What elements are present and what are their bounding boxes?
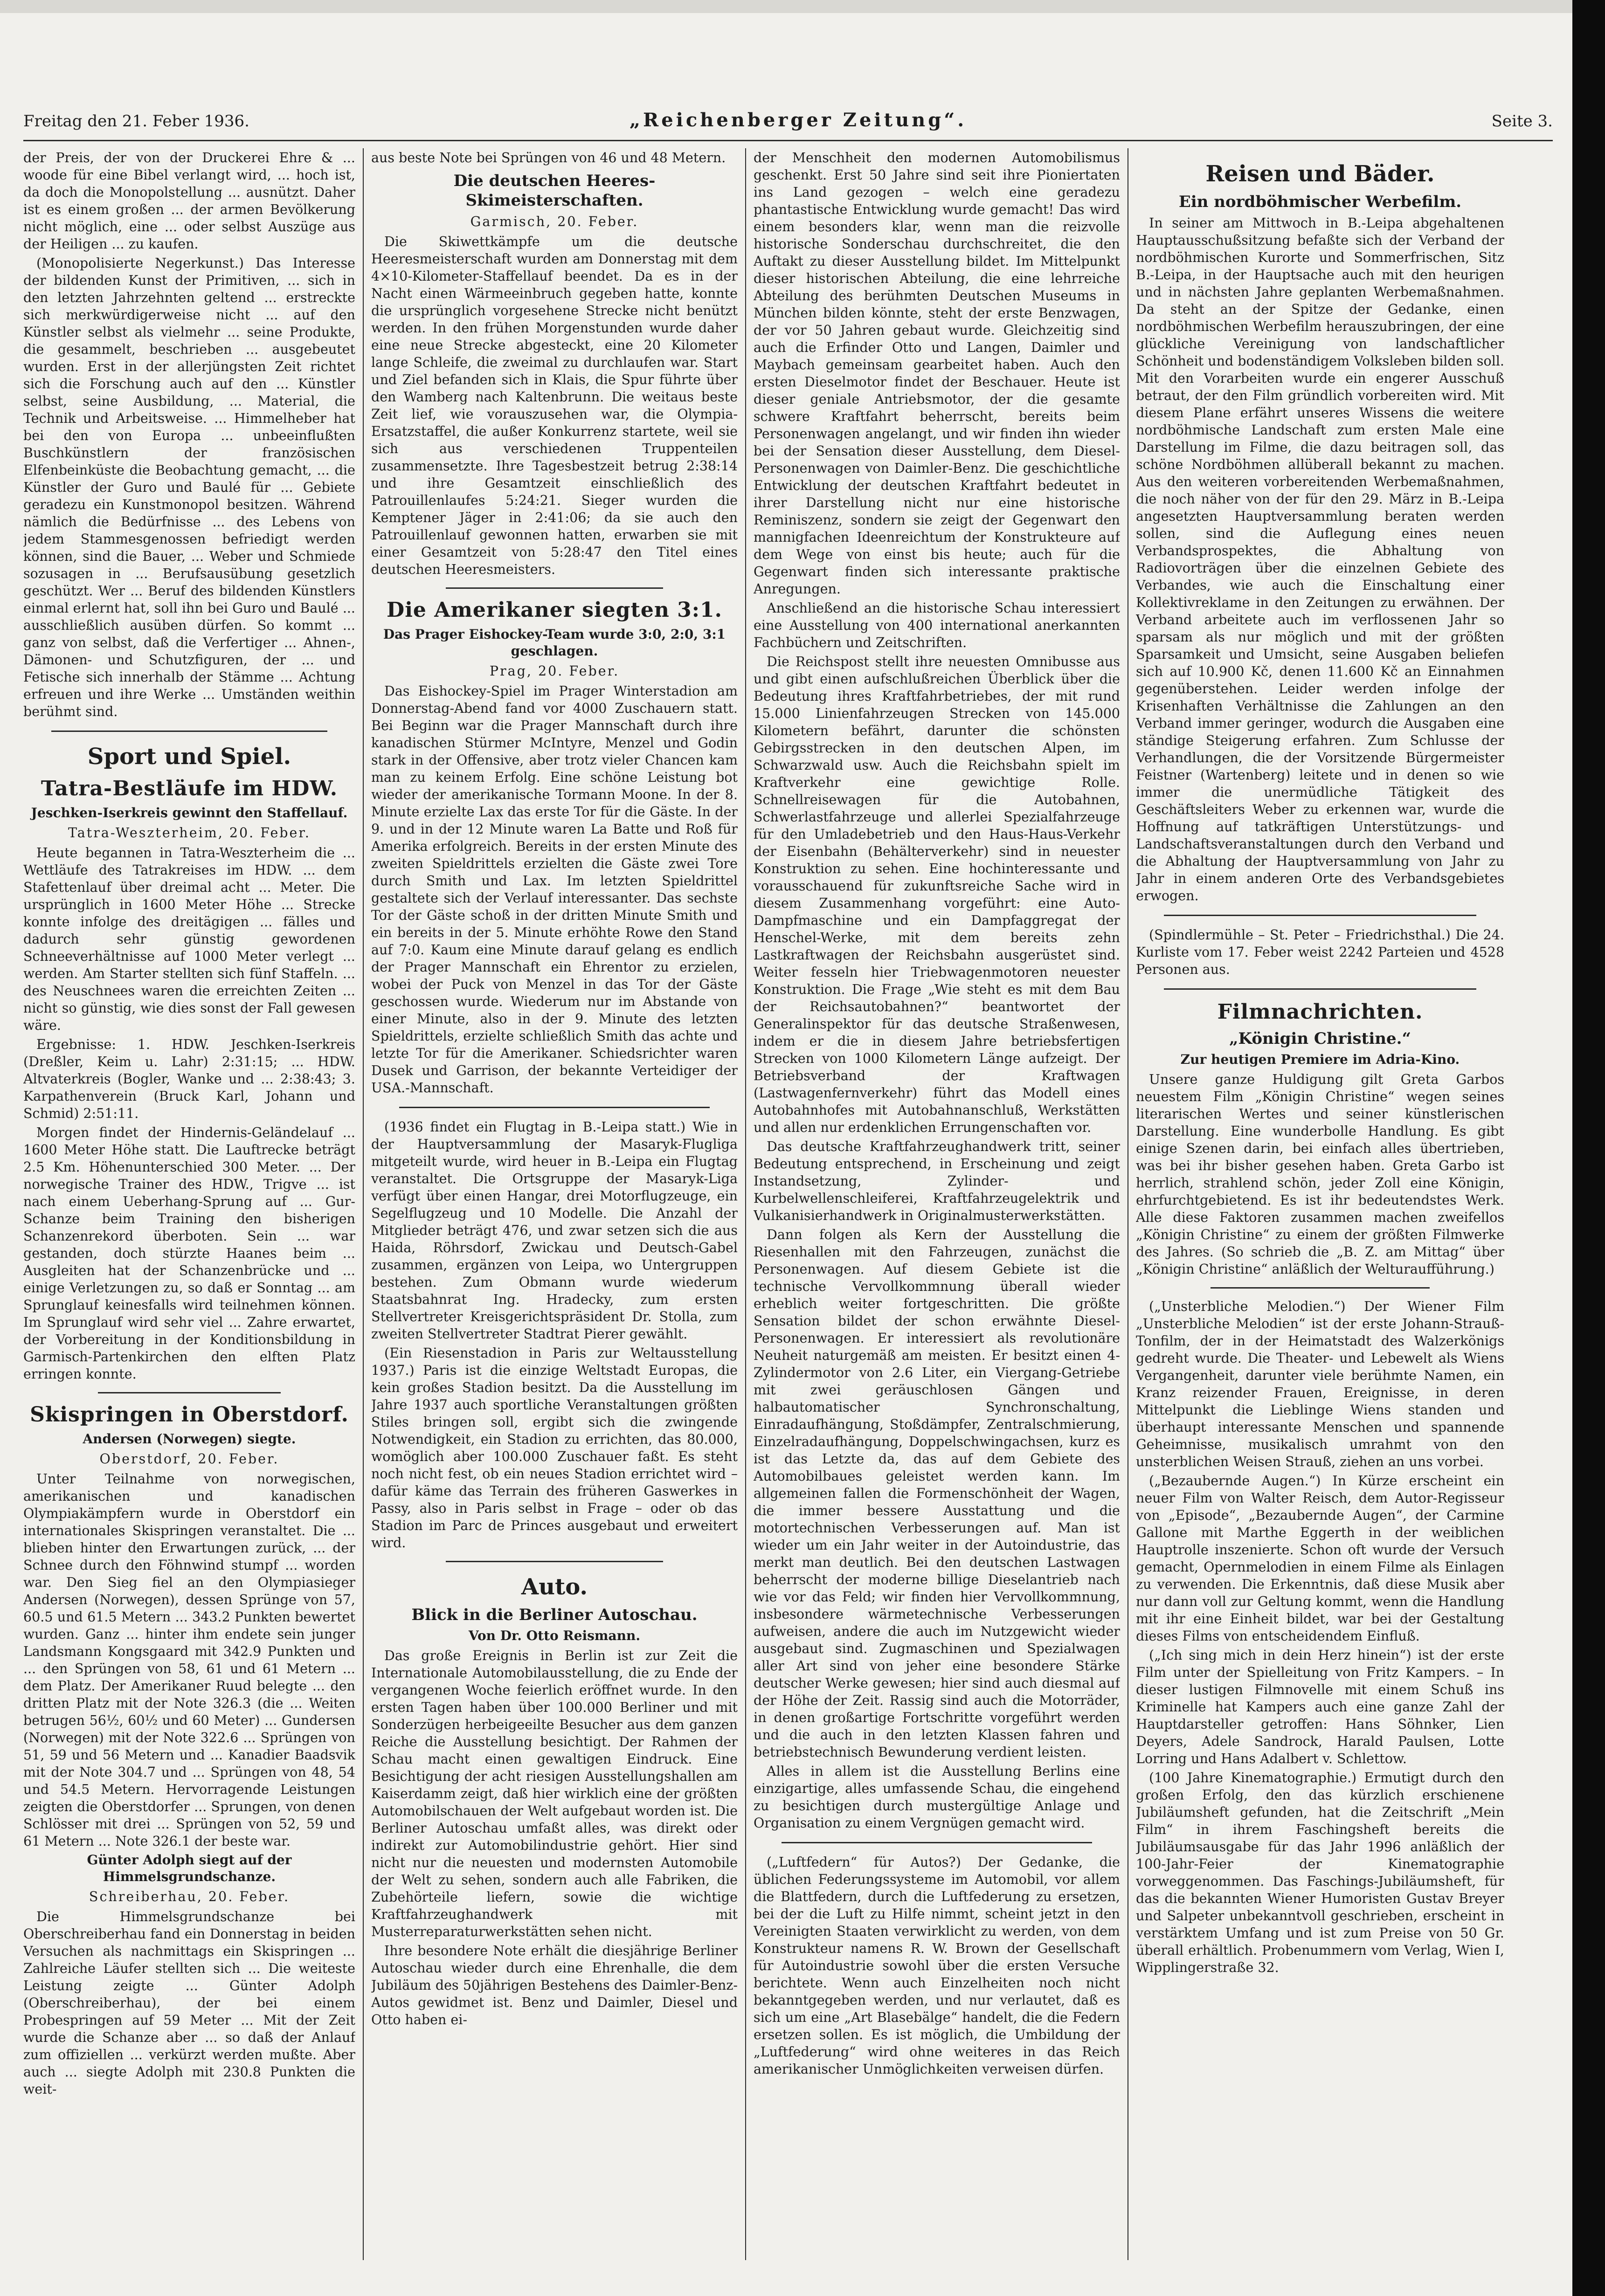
- subhead-amerikaner: Das Prager Eishockey-Team wurde 3:0, 2:0, 3:1 geschlagen.: [383, 627, 726, 659]
- header-paper-title: „Reichenberger Zeitung“.: [630, 109, 967, 131]
- article-autoschau-5: Die Reichspost stellt ihre neuesten Omnibusse aus und gibt einen aufschlußreichen Überblick über die Bedeutung ihres Kraftfahrbetriebes, der mit rund 15.000 Linienfahrzeugen Strecken von 145.000 Kilometern befährt, darunter die schönsten Gebirgsstrecken in den deutschen Alpen, im Schwarzwald usw. Auch die Reichsbahn spielt im Kraftverkehr eine gewichtige Rolle. Schnellreisewagen für die Autobahnen, Schwerlastfahrzeuge und allerlei Spezialfahrzeuge für den Umladebetrieb und den Haus-Haus-Verkehr der Eisenbahn (Behälterverkehr) sind in neuester Konstruktion zu sehen. Eine hochinteressante und vorausschauend für zukunftsreiche Sache wird in diesem Zusammenhang vorgeführt: eine Auto-Dampfmaschine und ein Dampfaggregat der Henschel-Werke, mit dem bereits zehn Lastkraftwagen der Reichsbahn ausgerüstet sind. Weiter fesseln hier Triebwagenmotoren neuester Konstruktion. Die Frage „Wie steht es mit dem Bau der Reichsautobahnen?“ beantwortet der Generalinspektor für das deutsche Straßenwesen, indem er die in diesem Jahre betriebsfertigen Strecken von 1000 Kilometern Länge aufzeigt. Der Betriebsverband der Kraftwagen (Lastwagenfernverkehr) führt das Modell eines Autobahnhofes mit Autobahnanschluß, Werkstätten und allen nur erdenklichen Errungenschaften vor.: [754, 654, 1120, 1135]
- article-stadion-paris: (Ein Riesenstadion in Paris zur Weltausstellung 1937.) Paris ist die einzige Weltstadt Europas, die kein großes Stadion besitzt. Da die Ausstellung im Jahre 1937 auch sportliche Veranstaltungen größten Stiles bringen soll, ergibt sich die zwingende Notwendigkeit, ein Stadion zu errichten, das 80.000, womöglich aber 100.000 Zuschauer faßt. Es steht noch nicht fest, ob ein neues Stadion errichtet wird – dafür käme das Terrain des früheren Gaswerkes in Passy, also in Paris selbst in Frage – oder ob das Stadion im Parc de Princes ausgebaut und erweitert wird.: [371, 1345, 738, 1551]
- divider: [1164, 988, 1476, 990]
- section-title-reisen: Reisen und Bäder.: [1205, 161, 1435, 187]
- column-1: [23, 149, 355, 2266]
- dateline-prag: Prag, 20. Feber.: [489, 663, 620, 679]
- column-rule-1: [363, 148, 364, 2260]
- article-tatra-3: Morgen findet der Hindernis-Geländelauf ... 1600 Meter Höhe statt. Die Lauftrecke beträgt 2.5 Km. Höhenunterschied 300 Meter. ... Der norwegische Trainer des HDW., Trigve ... ist nach einem Ueberhang-Sprung auf ... Gur-Schanze beim Training den bisherigen Schanzenrekord überboten. Sein ... war gestanden, doch stürzte Haanes beim ... Ausgleiten hat der Schanzenbrücke und ... einige Verletzungen zu, so daß er Sonntag ... am Sprunglauf keinesfalls wird teilnehmen können. Im Sprunglauf wird sehr viel ... Zahre erwartet, der Vorbereitung in der Konditionsbildung in Garmisch-Partenkirchen den elften Platz erringen konnte.: [23, 1125, 355, 1382]
- column-2: [371, 149, 738, 2266]
- article-oberstdorf: Unter Teilnahme von norwegischen, amerikanischen und kanadischen Olympiakämpfern wurde in Oberstdorf ein internationales Skispringen veranstaltet. Die ... blieben hinter den Erwartungen zurück, ... der Schnee durch den Föhnwind stumpf ... worden war. Den Sieg fiel an den Olympiasieger Andersen (Norwegen), dessen Sprünge von 57, 60.5 und 61.5 Metern ... 343.2 Punkten bewertet wurden. Ganz ... hinter ihm endete sein junger Landsmann Kongsgaard mit 342.9 Punkten und ... den Sprüngen von 58, 61 und 61 Metern ... dem Platz. Der Amerikaner Ruud belegte ... den dritten Platz mit der Note 326.3 (die ... Weiten betrugen 56½, 60½ und 60 Meter) ... Gundersen (Norwegen) mit der Note 322.6 ... Sprüngen von 51, 59 und 56 Metern und ... Kanadier Baadsvik mit der Note 304.7 und ... Sprüngen von 48, 54 und 54.5 Metern. Hervorragende Leistungen zeigten die Oberstdorfer ... Sprungen, von denen Schlösser mit drei ... Sprüngen von 52, 59 und 61 Metern ... Note 326.1 der beste war.: [23, 1471, 355, 1849]
- article-luftfedern: („Luftfedern“ für Autos?) Der Gedanke, die üblichen Federungssysteme im Automobil, vor allem die Blattfedern, durch die Luftfederung zu ersetzen, bei der die Luft zu Hilfe nimmt, scheint jetzt in den Vereinigten Staaten verwirklicht zu werden, von dem Konstrukteur namens R. W. Brown der Gesellschaft für Autoindustrie sowohl über die ersten Versuche berichtete. Wenn auch Einzelheiten noch nicht bekanntgegeben werden, und nur verlautet, daß es sich um eine „Art Blasebälge“ handelt, die die Federn ersetzen sollen. Es ist möglich, die Umbildung der „Luftfederung“ wird ohne weiteres in das Reich amerikanischer Unmöglichkeiten verweisen dürfen.: [754, 1855, 1120, 2077]
- divider: [51, 731, 327, 732]
- divider: [1211, 1287, 1430, 1289]
- section-title-film: Filmnachrichten.: [1217, 1000, 1423, 1024]
- article-autoschau-3: der Menschheit den modernen Automobilismus geschenkt. Erst 50 Jahre sind seit ihre Pioniertaten ins Land gezogen – welch eine geradezu phantastische Entwicklung wurde gemacht! Das wird einem besonders klar, wenn man die reizvolle historische Sonderschau durchschreitet, die den Auftakt zu dieser Ausstellung bildet. Im Mittelpunkt dieser historischen Abteilung, die eine lehrreiche Abteilung des berühmten Deutschen Museums in München bilden könnte, steht der erste Benzwagen, der vor 50 Jahren gebaut wurde. Gleichzeitig sind auch die Erfinder Otto und Langen, Daimler und Maybach gemeinsam gearbeitet haben. Auch den ersten Dieselmotor findet der Beschauer. Heute ist dieser geniale Antriebsmotor, der die gesamte schwere Kraftfahrt beherrscht, bereits beim Personenwagen angelangt, und wir finden ihn wieder bei der Sensation dieser Ausstellung, dem Diesel-Personenwagen von Daimler-Benz. Die geschichtliche Entwicklung der deutschen Kraftfahrt bedeutet in ihrer Darstellung nicht nur eine historische Reminiszenz, sondern sie zeigt der Gegenwart den mannigfachen Ideenreichtum der Konstrukteure auf dem Wege von einst bis heute; auch für die Gegenwart finden sich interessante praktische Anregungen.: [754, 150, 1120, 597]
- section-title-auto: Auto.: [521, 1574, 588, 1600]
- article-autoschau-4: Anschließend an die historische Schau interessiert eine Ausstellung von 400 international anerkannten Fachbüchern und Zeitschriften.: [754, 600, 1120, 650]
- byline-autoschau: Von Dr. Otto Reismann.: [468, 1628, 641, 1643]
- article-autoschau-2: Ihre besondere Note erhält die diesjährige Berliner Autoschau wieder durch eine Ehrenhalle, die dem Jubiläum des 50jährigen Bestehens des Daimler-Benz-Autos gewidmet ist. Benz und Daimler, Diesel und Otto haben ei-: [371, 1943, 738, 2027]
- headline-tatra: Tatra-Bestläufe im HDW.: [41, 777, 338, 800]
- header-rule: [23, 140, 1553, 141]
- article-negerkunst: (Monopolisierte Negerkunst.) Das Interesse der bildenden Kunst der Primitiven, ... sich in den letzten Jahrzehnten geltend ... erstreckte sich merkwürdigerweise nicht ... auf den Künstler selbst als vielmehr ... seine Produkte, die gesammelt, beschrieben ... ausgebeutet wurden. Erst in der allerjüngsten Zeit richtet sich die Forschung auch auf den ... Künstler selbst, seine Ausbildung, ... Material, die Technik und Arbeitsweise. ... Himmelheber hat bei den von Europa ... unbeeinflußten Buschkünstlern der französischen Elfenbeinküste die Beobachtung gemacht, ... die Künstler der Guro und Baulé für ... Gebiete geradezu ein Kunstmonopol besitzen. Während nämlich die Bedürfnisse ... des Lebens von jedem Stammesgenossen befriedigt werden können, sind die Bauer, ... Weber und Schmiede sozusagen in ... Berufsausübung gesetzlich geschützt. Wer ... Beruf des bildenden Künstlers einmal erlernt hat, soll ihn bei Guro und Baulé ... ausschließlich ausüben dürfen. So kommt ... ganz von selbst, daß die Verfertiger ... Ahnen-, Dämonen- und Schutzfiguren, der ... und Fetische sich innerhalb der Stämme ... Achtung erfreuen und ihre Werke ... Umständen weithin berühmt sind.: [23, 255, 355, 719]
- subhead-tatra: Jeschken-Iserkreis gewinnt den Staffellauf.: [31, 805, 348, 820]
- article-unsterbliche-melodien: („Unsterbliche Melodien.“) Der Wiener Film „Unsterbliche Melodien“ ist der erste Johann-Strauß-Tonfilm, der in der Heimatstadt des Walzerkönigs gedreht wurde. Die Theater- und Lebewelt als Wiens Vergangenheit, darunter viele berühmte Namen, ein Kranz reizender Frauen, Ereignisse, in deren Mittelpunkt die Lieblinge Wiens standen und überhaupt interessante Menschen und spannende Geheimnisse, musikalisch umrahmt von den unsterblichen Weisen Strauß, ziehen an uns vorbei.: [1136, 1299, 1504, 1469]
- article-tatra-2: Ergebnisse: 1. HDW. Jeschken-Iserkreis (Dreßler, Keim u. Lahr) 2:31:15; ... HDW. Altvaterkreis (Bogler, Wanke und ... 2:38:43; 3. Karpathenverein (Bruck Karl, Johann und Schmid) 2:51:11.: [23, 1037, 355, 1121]
- article-bible-price: der Preis, der von der Druckerei Ehre & ... woode für eine Bibel verlangt wird, ... hoch ist, da doch die Monopolstellung ... ausnützt. Daher ist es einem großen ... der armen Bevölkerung nicht möglich, eine ... oder selbst Auszüge aus der Heiligen ... zu kaufen.: [23, 150, 355, 252]
- divider: [446, 587, 663, 589]
- article-bezaubernde-augen: („Bezaubernde Augen.“) In Kürze erscheint ein neuer Film von Walter Reisch, dem Autor-Regisseur von „Episode“, „Bezaubernde Augen“, der Carmine Gallone mit Marthe Eggerth in der weiblichen Hauptrolle inszenierte. Schon oft wurde der Versuch gemacht, Opernmelodien in einem Filme als Einlagen zu verwenden. Die Erkenntnis, daß diese Musik aber nur dann voll zur Geltung kommt, wenn die Handlung mit ihr eine Einheit bildet, war bei der Gestaltung dieses Films von entscheidendem Einfluß.: [1136, 1473, 1504, 1644]
- scan-right-edge: [1572, 0, 1605, 2296]
- article-autoschau-7: Dann folgen als Kern der Ausstellung die Riesenhallen mit den Fahrzeugen, zunächst die Personenwagen. Auf diesem Gebiete ist die technische Vervollkommnung überall wieder erheblich weiter fortgeschritten. Die größte Sensation bildet der schon erwähnte Diesel-Personenwagen. Er interessiert als revolutionäre Neuheit naturgemäß am meisten. Er besitzt einen 4-Zylindermotor von 2.6 Liter, ein Viergang-Getriebe mit zwei geräuschlosen Gängen und halbautomatischer Synchronschaltung, Einradaufhängung, Stoßdämpfer, Zentralschmierung, Einzelradaufhängung, Doppelschwingachsen, kurz es ist das Letzte da, das auf dem Gebiete des Automobilbaues geleistet werden kann. Im allgemeinen fallen die Formenschönheit der Wagen, die immer bessere Ausstattung und die motortechnischen Verbesserungen auf. Man ist wieder um ein Jahr weiter in der Autoindustrie, das merkt man deutlich. Bei den deutschen Lastwagen beherrscht der moderne billige Dieselantrieb nach wie vor das Feld; wir finden hier Vervollkommnung, insbesondere wärmetechnische Verbesserungen aufweisen, andere die auch im Nutzgewicht wieder ausgebaut sind. Zugmaschinen und Spezialwagen aller Art sind von jeher eine besondere Stärke deutscher Werke gewesen; hier sind auch diesmal auf der Höhe der Zeit. Rassig sind auch die Motorräder, in denen großartige Fortschritte vorgeführt werden und die auch in den letzten Klassen fahren und betriebstechnisch Bewunderung verdient leisten.: [754, 1227, 1120, 1760]
- header-page-number: Seite 3.: [1491, 112, 1553, 131]
- section-title-sport: Sport und Spiel.: [87, 744, 291, 770]
- column-4: [1136, 149, 1504, 2266]
- header-date: Freitag den 21. Feber 1936.: [23, 112, 249, 131]
- divider: [399, 1107, 710, 1108]
- headline-koenigin-christine: „Königin Christine.“: [1229, 1029, 1411, 1048]
- dateline-tatra: Tatra-Weszterheim, 20. Feber.: [68, 825, 311, 841]
- page-header: [23, 107, 1553, 140]
- divider: [446, 1561, 663, 1562]
- article-heeres-ski: Die Skiwettkämpfe um die deutsche Heeresmeisterschaft wurden am Donnerstag mit dem 4×10-Kilometer-Staffellauf beendet. Da es in der Nacht einen Wärmeeinbruch gegeben hatte, konnte die ursprünglich vorgesehene Strecke nicht benützt werden. In den frühen Morgenstunden wurde daher eine neue Strecke abgesteckt, eine 20 Kilometer lange Schleife, die zweimal zu durchlaufen war. Start und Ziel befanden sich in Klais, die Spur führte über den Wamberg nach Kaltenbrunn. Die weitaus beste Zeit lief, wie vorauszusehen war, die Olympia-Ersatzstaffel, die außer Konkurrenz startete, weil sie sich aus verschiedenen Truppenteilen zusammensetzte. Ihre Tagesbestzeit betrug 2:38:14 und ihre Gesamtzeit einschließlich des Patrouillenlaufes 5:24:21. Sieger wurden die Kemptener Jäger in 2:41:06; da sie auch den Patrouillenlauf gewonnen hatten, erwarben sie mit einer Gesamtzeit von 5:28:47 den Titel eines deutschen Heeresmeisters.: [371, 234, 738, 577]
- article-kinematographie: (100 Jahre Kinematographie.) Ermutigt durch den großen Erfolg, den das kürzlich erschienene Jubiläumsheft gefunden, hat die Zeitschrift „Mein Film“ in ihrem Faschingsheft bereits die Jubiläumsausgabe für das Jahr 1996 anläßlich der 100-Jahr-Feier der Kinematographie vorweggenommen. Das Faschings-Jubiläumsheft, für das die bekannten Wiener Humoristen Gustav Breyer und Salpeter unbekanntvoll geschrieben, erscheint in verstärktem Umfang und ist zum Preise von 50 Gr. überall erhältlich. Probenummern vom Verlag, Wien I, Wipplingerstraße 32.: [1136, 1770, 1504, 1975]
- divider: [782, 1842, 1092, 1843]
- headline-oberstdorf: Skispringen in Oberstdorf.: [30, 1403, 349, 1427]
- headline-amerikaner: Die Amerikaner siegten 3:1.: [387, 598, 722, 622]
- dateline-garmisch: Garmisch, 20. Feber.: [470, 214, 639, 229]
- article-ich-sing-mich: („Ich sing mich in dein Herz hinein“) ist der erste Film unter der Spielleitung von Fritz Kampers. – In dieser lustigen Filmnovelle mit einem Schuß ins Kriminelle hat Kampers auch eine ganze Zahl der Hauptdarsteller getroffen: Hans Söhnker, Lien Deyers, Adele Sandrock, Harald Paulsen, Lotte Lorring und Hans Adalbert v. Schlettow.: [1136, 1648, 1504, 1766]
- headline-heeres-ski: Die deutschen Heeres-Skimeisterschaften.: [453, 172, 656, 210]
- article-continuation: aus beste Note bei Sprüngen von 46 und 48 Metern.: [371, 150, 726, 165]
- article-werbefilm: In seiner am Mittwoch in B.-Leipa abgehaltenen Hauptausschußsitzung befaßte sich der Verband der nordböhmischen Kurorte und Sommerfrischen, Sitz B.-Leipa, in der Hauptsache auch mit den heurigen und in nächsten Jahre geplanten Werbemaßnahmen. Da steht an der Spitze der Gedanke, einen nordböhmischen Werbefilm herauszubringen, der eine glückliche Vereinigung von landschaftlicher Schönheit und bodenständigem Volksleben bilden soll. Mit den Vorarbeiten wurde ein engerer Ausschuß betraut, der den Film gründlich vorbereiten wird. Mit diesem Plane erfährt unseres Wissens die weitere nordböhmische Landschaft zum ersten Male eine Darstellung im Filme, die dazu beitragen soll, das schöne Nordböhmen allüberall bekannt zu machen. Aus den weiteren vorbereitenden Werbemaßnahmen, die noch näher von der für den 29. März in B.-Leipa angesetzten Hauptversammlung beraten werden sollen, sind die Auflegung eines neuen Verbandsprospektes, die Abhaltung von Radiovorträgen über die einzelnen Gebiete des Verbandes, wie auch die Einschaltung einer Kollektivreklame in den Zeitungen zu erwähnen. Der Verband arbeitete auch im verflossenen Jahr so sparsam als nur möglich und mit der größten Sparsamkeit und Umsicht, seine Ausgaben beliefen sich auf 10.900 Kč, denen 11.600 Kč an Einnahmen gegenüberstehen. Leider werden infolge der Krisenhaften Verhältnisse die Zahlungen an den Verband immer geringer, wodurch die Ausgaben eine ständige Steigerung erfahren. Zum Schlusse der Verhandlungen, die der Vorsitzende Bürgermeister Feistner (Wartenberg) leitete und in denen so wie immer die unermüdliche Tätigkeit des Geschäftsleiters Weber zu erkennen war, wurde die Hoffnung auf tatkräftigen Unterstützungs- und Landschaftsveranstaltungen durch den Verband und die Abhaltung der Hauptversammlung von Jahr zu Jahr in einem anderen Orte des Verbandsgebietes erwogen.: [1136, 215, 1504, 903]
- subhead-adria-kino: Zur heutigen Premiere im Adria-Kino.: [1180, 1052, 1460, 1067]
- headline-autoschau: Blick in die Berliner Autoschau.: [411, 1606, 698, 1624]
- article-flugtag: (1936 findet ein Flugtag in B.-Leipa statt.) Wie in der Hauptversammlung der Masaryk-Flugliga mitgeteilt wurde, wird heuer in B.-Leipa ein Flugtag veranstaltet. Die Ortsgruppe der Masaryk-Liga verfügt über einen Hangar, drei Motorflugzeuge, ein Segelflugzeug und 10 Modelle. Die Anzahl der Mitglieder beträgt 476, und zwar setzen sich die aus Haida, Röhrsdorf, Zwickau und Deutsch-Gabel zusammen, ergänzen von Leipa, wo Untergruppen bestehen. Zum Obmann wurde wiederum Staatsbahnrat Ing. Hradecky, zum ersten Stellvertreter Kreisgerichtspräsident Dr. Stolla, zum zweiten Stellvertreter Stadtrat Pierer gewählt.: [371, 1119, 738, 1342]
- article-autoschau-1: Das große Ereignis in Berlin ist zur Zeit die Internationale Automobilausstellung, die zu Ende der vergangenen Woche feierlich eröffnet wurde. In den ersten Tagen haben über 100.000 Berliner und mit Sonderzügen herbeigeeilte Besucher aus dem ganzen Reiche die Ausstellung besichtigt. Der Rahmen der Schau macht einen gewaltigen Eindruck. Eine Besichtigung der acht riesigen Ausstellungshallen am Kaiserdamm zeigt, daß hier wirklich eine der größten Automobilschauen der Welt aufgebaut worden ist. Die Berliner Autoschau umfaßt alles, was direkt oder indirekt zur Automobilindustrie gehört. Hier sind nicht nur die neuesten und modernsten Automobile der Welt zu sehen, sondern auch alle Fabriken, die Zubehörteile liefern, sowie die wichtige Kraftfahrzeughandwerk mit Musterreparaturwerkstätten sehen nicht.: [371, 1648, 738, 1939]
- column-3: [754, 149, 1120, 2266]
- divider: [98, 1392, 281, 1393]
- article-himmelsgrund: Die Himmelsgrundschanze bei Oberschreiberhau fand ein Donnerstag in beiden Versuchen als nachmittags ein Skispringen ... Zahlreiche Läufer stellten sich ... Die weiteste Leistung zeigte ... Günter Adolph (Oberschreiberhau), der bei einem Probespringen auf 59 Meter ... Mit der Zeit wurde die Schanze aber ... so daß der Anlauf zum offiziellen ... verkürzt werden mußte. Aber auch ... siegte Adolph mit 230.8 Punkten die weit-: [23, 1909, 355, 2097]
- article-koenigin-christine: Unsere ganze Huldigung gilt Greta Garbos neuestem Film „Königin Christine“ wegen seines literarischen Wertes und seiner künstlerischen Darstellung. Eine wunderbolle Handlung. Es gibt einige Szenen darin, bei einfach alles übertrieben, was bei ihr bisher gesehen haben. Greta Garbo ist herrlich, strahlend schön, jeder Zoll eine Königin, ehrfurchtgebietend. Es ist ihr bedeutendstes Werk. Alle diese Faktoren zusammen machen zweifellos „Königin Christine“ zu einem der größten Filmwerke des Jahres. (So schrieb die „B. Z. am Mittag“ über „Königin Christine“ anläßlich der Welturaufführung.): [1136, 1072, 1504, 1277]
- headline-himmelsgrund: Günter Adolph siegt auf der Himmelsgrundschanze.: [87, 1852, 292, 1884]
- article-eishockey: Das Eishockey-Spiel im Prager Winterstadion am Donnerstag-Abend fand vor 4000 Zuschauern statt. Bei Beginn war die Prager Mannschaft durch ihre kanadischen Stürmer McIntyre, Menzel und Godin stark in der Offensive, aber trotz vieler Chancen kam man zu keinem Erfolg. Eine schöne Leistung bot wieder der amerikanische Tormann Moone. In der 8. Minute erzielte Lax das erste Tor für die Gäste. In der 9. und in der 12 Minute waren La Batte und Roß für Amerika erfolgreich. Bereits in der ersten Minute des zweiten Spieldrittels erzielten die Gäste zwei Tore durch Smith und Lax. Im letzten Spieldrittel gestaltete sich der Verlauf interessanter. Das sechste Tor der Gäste schoß in der dritten Minute Smith und ein bereits in der 5. Minute erhöhte Rowe den Stand auf 7:0. Kaum eine Minute darauf gelang es endlich der Prager Mannschaft ein Ehrentor zu erzielen, wobei der Puck von Menzel in das Tor der Gäste geschossen wurde. Wiederum nur im Abstande von einer Minute, also in der 9. Minute des letzten Spieldrittels, erzielte schließlich Smith das achte und letzte Tor für die Amerikaner. Schiedsrichter waren Dusek und Garrison, der bekannte Verteidiger der USA.-Mannschaft.: [371, 683, 738, 1096]
- article-tatra-1: Heute begannen in Tatra-Weszterheim die ... Wettläufe des Tatrakreises im HDW. ... dem Stafettenlauf über dreimal acht ... Meter. Die ursprünglich in 1600 Meter Höhe ... Strecke konnte infolge des dreitägigen ... fälles und dadurch sehr günstig gewordenen Schneeverhältnisse auf 1000 Meter verlegt ... werden. Am Starter stellten sich fünf Staffeln. ... des Neuschnees waren die erreichten Zeiten ... nicht so günstig, wie dies sonst der Fall gewesen wäre.: [23, 845, 355, 1033]
- column-rule-2: [745, 148, 746, 2260]
- article-autoschau-8: Alles in allem ist die Ausstellung Berlins eine einzigartige, alles umfassende Schau, die eingehend zu besichtigen durch mustergültige Anlage und Organisation zu einem Vergnügen gemacht wird.: [754, 1764, 1120, 1831]
- article-spindlermuehle: (Spindlermühle – St. Peter – Friedrichsthal.) Die 24. Kurliste vom 17. Feber weist 2242 Parteien und 4528 Personen aus.: [1136, 927, 1504, 977]
- scan-top-edge: [0, 0, 1605, 13]
- dateline-oberstdorf: Oberstdorf, 20. Feber.: [99, 1451, 279, 1467]
- subhead-oberstdorf: Andersen (Norwegen) siegte.: [83, 1431, 296, 1447]
- dateline-schreiberhau: Schreiberhau, 20. Feber.: [89, 1889, 290, 1904]
- divider: [1164, 915, 1476, 916]
- headline-werbefilm: Ein nordböhmischer Werbefilm.: [1178, 193, 1462, 211]
- article-autoschau-6: Das deutsche Kraftfahrzeughandwerk tritt, seiner Bedeutung entsprechend, in Erscheinung und zeigt Instandsetzung, Zylinder- und Kurbelwellenschleiferei, Kraftfahrzeugelektrik und Vulkanisierhandwerk in Originalmusterwerkstätten.: [754, 1139, 1120, 1223]
